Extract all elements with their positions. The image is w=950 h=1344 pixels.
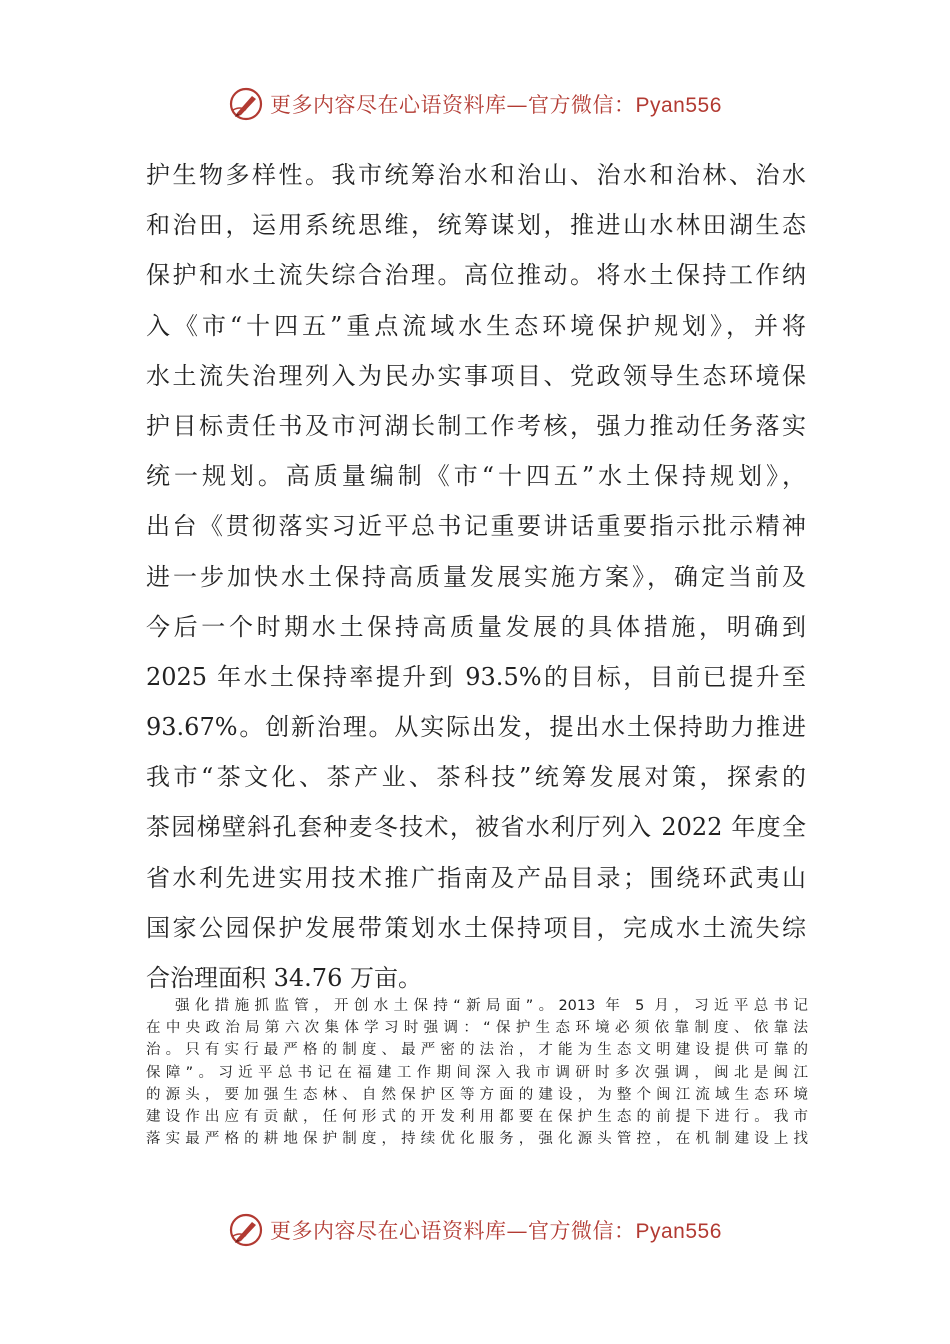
text-line: 护目标责任书及市河湖长制工作考核，强力推动任务落实 [146, 411, 806, 440]
text-line: 水土流失治理列入为民办实事项目、党政领导生态环境保 [146, 361, 806, 390]
footer-watermark-banner [228, 1210, 748, 1250]
text-line: 我市“茶文化、茶产业、茶科技”统筹发展对策，探索的 [146, 763, 806, 792]
text-line: 的源头，要加强生态林、自然保护区等方面的建设，为整个闽江流域生态环境 [146, 1086, 808, 1103]
text-line: 保障”。习近平总书记在福建工作期间深入我市调研时多次强调，闽北是闽江 [146, 1064, 808, 1081]
text-line: 在中央政治局第六次集体学习时强调：“保护生态环境必须依靠制度、依靠法 [146, 1020, 808, 1037]
text-line: 保护和水土流失综合治理。高位推动。将水土保持工作纳 [146, 261, 806, 290]
text-line: 建设作出应有贡献，任何形式的开发利用都要在保护生态的前提下进行。我市 [146, 1108, 808, 1125]
text-line: 和治田，运用系统思维，统筹谋划，推进山水林田湖生态 [146, 211, 806, 240]
text-line: 出台《贯彻落实习近平总书记重要讲话重要指示批示精神 [146, 512, 806, 541]
text-line: 统一规划。高质量编制《市“十四五”水土保持规划》， [146, 462, 806, 491]
text-line: 合治理面积 34.76 万亩。 [146, 964, 422, 992]
text-line: 落实最严格的耕地保护制度，持续优化服务，强化源头管控，在机制建设上找 [146, 1131, 808, 1148]
text-line: 省水利先进实用技术推广指南及产品目录；围绕环武夷山 [146, 863, 806, 892]
text-line: 今后一个时期水土保持高质量发展的具体措施，明确到 [146, 612, 806, 641]
text-line: 2025 年水土保持率提升到 93.5%的目标，目前已提升至 [146, 662, 806, 691]
text-line: 进一步加快水土保持高质量发展实施方案》，确定当前及 [146, 562, 806, 591]
pen-logo-icon [228, 86, 264, 122]
text-line: 入《市“十四五”重点流域水生态环境保护规划》，并将 [146, 311, 806, 340]
text-line: 茶园梯壁斜孔套种麦冬技术，被省水利厅列入 2022 年度全 [146, 813, 806, 842]
main-paragraph [146, 150, 806, 1003]
text-line: 93.67%。创新治理。从实际出发，提出水土保持助力推进 [146, 713, 806, 742]
text-line: 护生物多样性。我市统筹治水和治山、治水和治林、治水 [146, 161, 806, 189]
text-line: 治。只有实行最严格的制度、最严密的法治，才能为生态文明建设提供可靠的 [146, 1042, 808, 1059]
footer-banner-text: 更多内容尽在心语资料库—官方微信：Pyan556 [270, 1219, 722, 1243]
pen-logo-icon [228, 1212, 264, 1248]
secondary-paragraph [146, 995, 808, 1150]
header-watermark-banner [228, 84, 748, 124]
header-banner-text: 更多内容尽在心语资料库—官方微信：Pyan556 [270, 93, 722, 117]
text-line: 强化措施抓监管，开创水土保持“新局面”。2013 年 5 月，习近平总书记 [175, 998, 808, 1014]
text-line: 国家公园保护发展带策划水土保持项目，完成水土流失综 [146, 913, 806, 942]
